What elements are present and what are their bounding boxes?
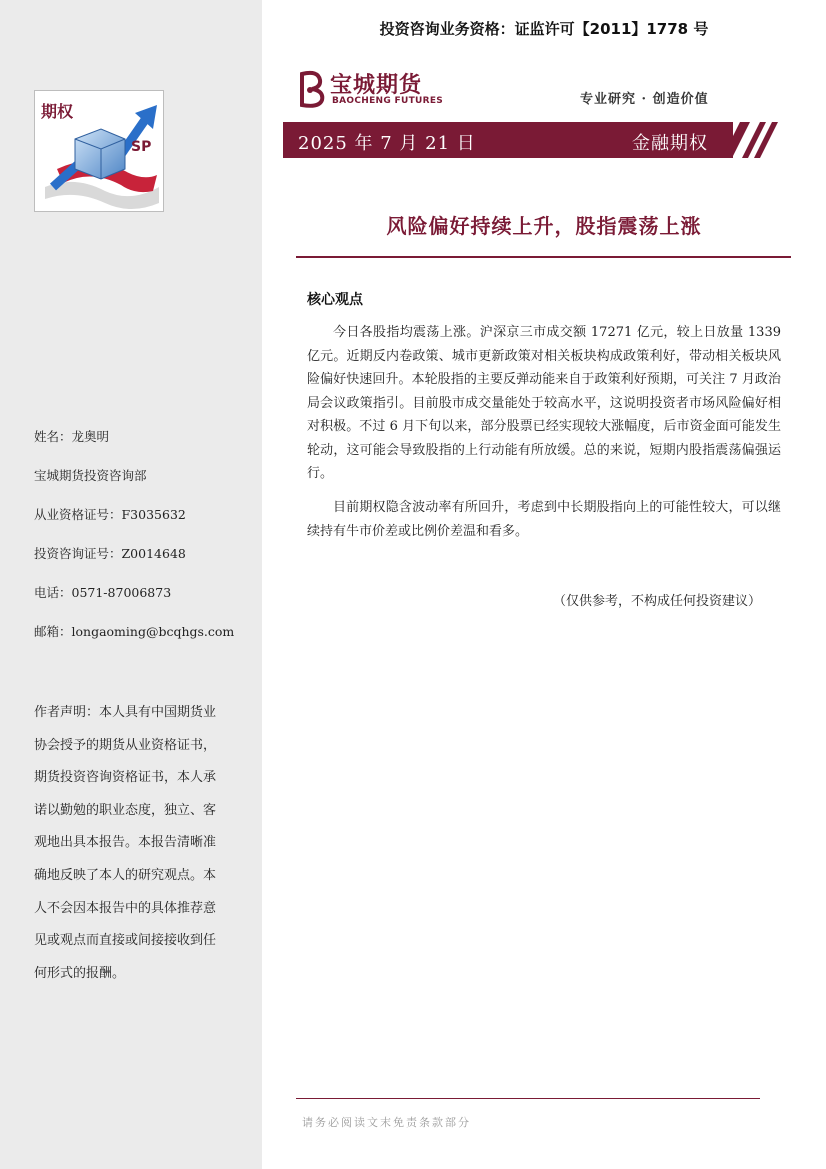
company-name-en: BAOCHENG FUTURES (332, 96, 444, 106)
cover-letters: SP (131, 139, 152, 155)
license-line: 投资咨询业务资格：证监许可【2011】1778 号 (379, 20, 709, 38)
slogan: 专业研究 · 创造价值 (580, 92, 709, 107)
author-consult-license: 投资咨询证号：Z0014648 (34, 546, 186, 561)
advice-disclaimer: （仅供参考，不构成任何投资建议） (553, 594, 762, 609)
cover-tag: 期权 (41, 102, 74, 121)
company-name-cn: 宝城期货 (330, 72, 423, 98)
footer-note: 请务必阅读文末免责条款部分 (302, 1116, 471, 1129)
author-license: 从业资格证号：F3035632 (34, 507, 186, 522)
core-paragraph-1: 今日各股指均震荡上涨。沪深京三市成交额 17271 亿元，较上日放量 1339 亿元。近期反内卷政策、城市更新政策对相关板块构成政策利好，带动相关板块风险偏好快速回升。本轮股指的主要反弹动能来自于政策利好预期，可关注 7 月政治局会议政策指引。目前股市成交量能处于较高水平，这说明投资者市场风险偏好相对积极。不过 6 月下旬以来，部分股票已经实现较大涨幅度，后市资金面可能发生轮动，这可能会导致股指的上行动能有所放缓。总的来说，短期内股指震荡偏强运行。 (307, 325, 781, 481)
footer-divider (296, 1098, 760, 1099)
cover-image (34, 90, 164, 212)
author-statement: 作者声明：本人具有中国期货业协会授予的期货从业资格证书，期货投资咨询资格证书，本人承诺以勤勉的职业态度，独立、客观地出具本报告。本报告清晰准确地反映了本人的研究观点。本人不会因本报告中的具体推荐意见或观点而直接或间接接收到任何形式的报酬。 (34, 705, 217, 981)
report-date: 2025 年 7 月 21 日 (298, 133, 476, 154)
author-dept: 宝城期货投资咨询部 (34, 468, 147, 483)
core-heading: 核心观点 (307, 292, 363, 308)
report-title: 风险偏好持续上升，股指震荡上涨 (386, 214, 702, 238)
banner-stripes-icon (716, 122, 784, 158)
company-logo (296, 68, 446, 112)
author-email: 邮箱：longaoming@bcqhgs.com (34, 624, 235, 639)
logo-mark-icon (296, 70, 328, 108)
author-name: 姓名：龙奥明 (34, 429, 110, 444)
author-phone: 电话：0571-87006873 (34, 585, 172, 600)
title-divider (296, 256, 791, 258)
report-category: 金融期权 (632, 133, 708, 154)
core-paragraph-2: 目前期权隐含波动率有所回升，考虑到中长期股指向上的可能性较大，可以继续持有牛市价差或比例价差温和看多。 (307, 500, 781, 539)
